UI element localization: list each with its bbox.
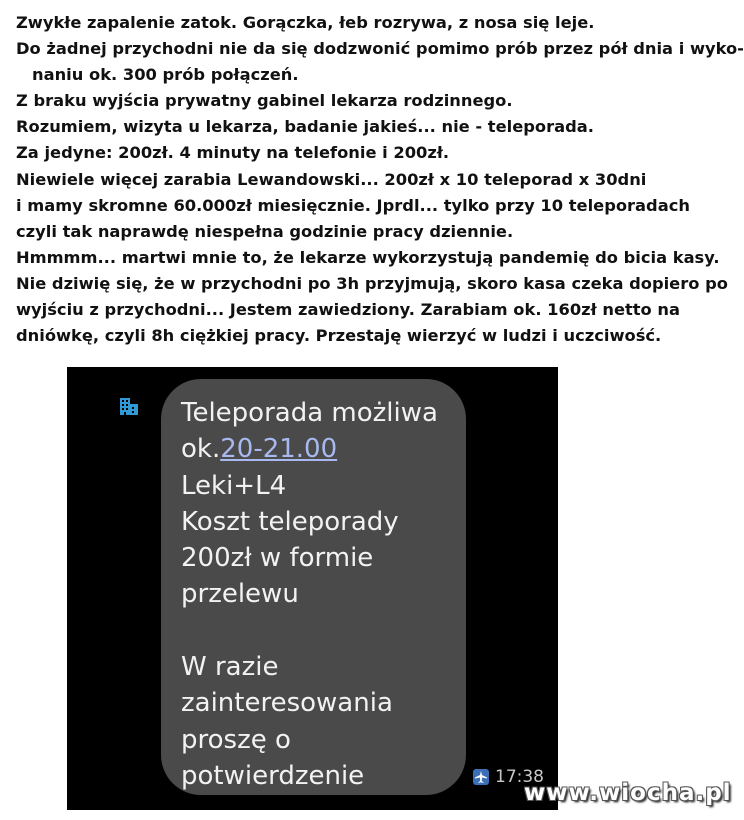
time-link[interactable]: 20-21.00: [220, 434, 338, 465]
message-line: proszę o: [181, 724, 291, 755]
post-text: [16, 10, 744, 349]
post-line: Z braku wyjścia prywatny gabinel lekarza rodzinnego.: [16, 91, 513, 111]
message-blank-line: [181, 613, 438, 649]
post-line: Rozumiem, wizyta u lekarza, badanie jakieś... nie - teleporada.: [16, 117, 594, 137]
post-line: Niewiele więcej zarabia Lewandowski... 200zł x 10 teleporad x 30dni: [16, 169, 647, 189]
building-icon: [119, 396, 139, 416]
message-line: Koszt teleporady: [181, 506, 399, 537]
post-line: czyli tak naprawdę niespełna godzinie pracy dziennie.: [16, 221, 514, 241]
message-line: 200zł w formie: [181, 543, 374, 574]
airplane-icon: [473, 769, 489, 785]
message-line: zainteresowania: [181, 688, 393, 719]
post-line: i mamy skromne 60.000zł miesięcznie. Jprdl... tylko przy 10 teleporadach: [16, 195, 690, 215]
post-line: Za jedyne: 200zł. 4 minuty na telefonie i 200zł.: [16, 143, 450, 163]
message-bubble[interactable]: [161, 379, 466, 795]
message-line: przelewu: [181, 579, 299, 610]
message-line: [181, 431, 438, 467]
message-line: W razie: [181, 652, 279, 683]
post-line: dniówkę, czyli 8h ciężkiej pracy. Przestaję wierzyć w ludzi i uczciwość.: [16, 326, 662, 346]
message-text-prefix: ok.: [181, 434, 221, 465]
message-line: Leki+L4: [181, 470, 287, 501]
post-line: Do żadnej przychodni nie da się dodzwonić pomimo prób przez pół dnia i wyko-: [16, 39, 744, 59]
post-line: Nie dziwię się, że w przychodni po 3h przyjmują, skoro kasa czeka dopiero po: [16, 273, 728, 293]
post-line: Hmmmm... martwi mnie to, że lekarze wykorzystują pandemię do bicia kasy.: [16, 247, 720, 267]
post-line: naniu ok. 300 prób połączeń.: [32, 65, 299, 85]
watermark: www.wiocha.pl: [524, 780, 732, 806]
message-time: 17:38: [495, 767, 544, 787]
post-line: wyjściu z przychodni... Jestem zawiedziony. Zarabiam ok. 160zł netto na: [16, 300, 680, 320]
post-line: Zwykłe zapalenie zatok. Gorączka, łeb rozrywa, z nosa się leje.: [16, 13, 595, 32]
message-text: [181, 395, 438, 794]
message-line: Teleporada możliwa: [181, 398, 438, 428]
message-line: potwierdzenie: [181, 760, 365, 791]
sms-screenshot: [67, 367, 558, 810]
